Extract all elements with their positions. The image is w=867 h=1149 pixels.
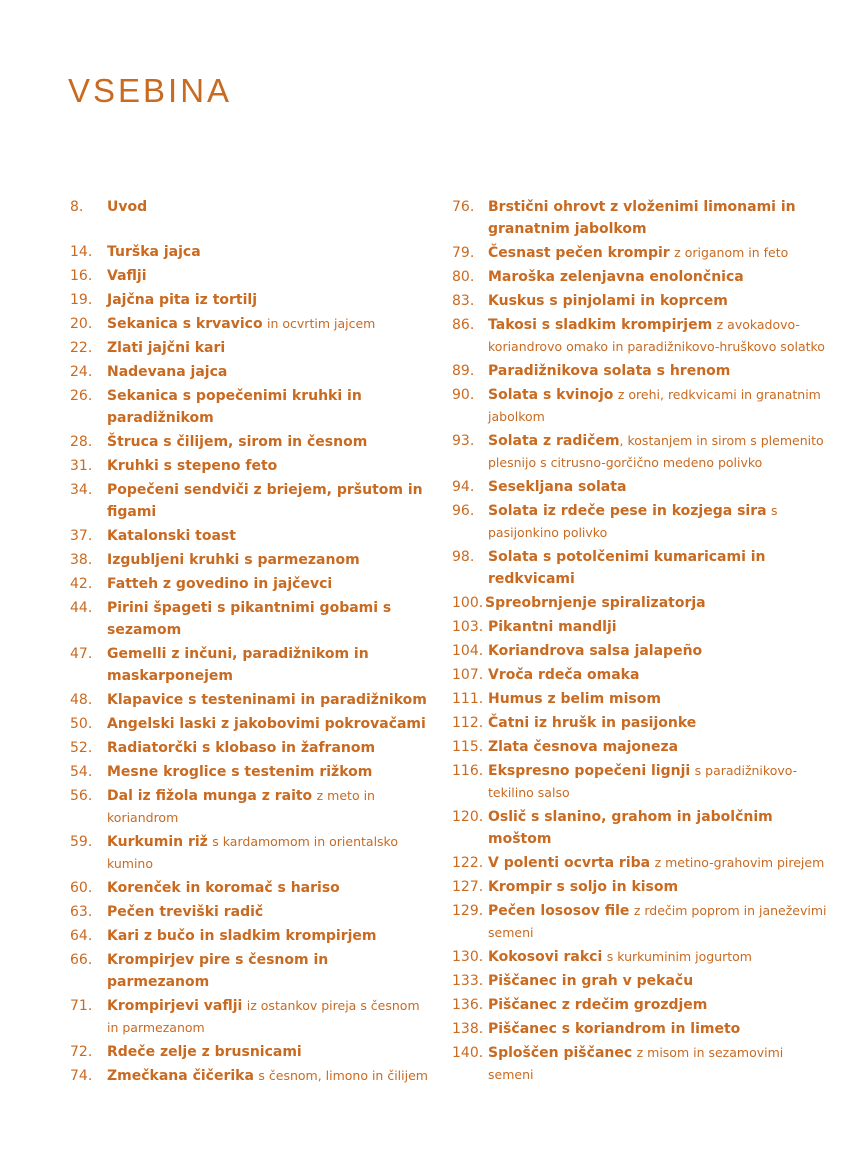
entry-title: Vaflji <box>107 268 147 284</box>
entry-title: V polenti ocvrta riba <box>488 855 651 871</box>
toc-entry[interactable] <box>70 877 430 899</box>
entry-subtitle: z meto in koriandrom <box>107 788 375 825</box>
entry-title: Takosi s sladkim krompirjem <box>488 317 713 333</box>
entry-subtitle: s kurkuminim jogurtom <box>606 949 752 964</box>
page-number: 14. <box>70 244 93 260</box>
page-number: 98. <box>452 549 475 565</box>
toc-entry[interactable] <box>452 196 832 240</box>
entry-title: Štruca s čilijem, sirom in česnom <box>107 434 368 450</box>
page-number: 90. <box>452 387 475 403</box>
page-number: 94. <box>452 479 475 495</box>
page-number: 19. <box>70 292 93 308</box>
toc-entry[interactable] <box>452 712 832 734</box>
entry-title: Rdeče zelje z brusnicami <box>107 1044 302 1060</box>
toc-entry[interactable] <box>70 925 430 947</box>
entry-title: Maroška zelenjavna enolončnica <box>488 269 744 285</box>
toc-entry[interactable] <box>70 431 430 453</box>
entry-subtitle: z orehi, redkvicami in granatnim jabolkom <box>488 387 821 424</box>
toc-entry[interactable] <box>452 852 832 874</box>
entry-title: Ekspresno popečeni lignji <box>488 763 691 779</box>
page-number: 111. <box>452 691 484 707</box>
toc-entry[interactable] <box>452 946 832 968</box>
toc-entry[interactable] <box>452 476 832 498</box>
entry-title: Spreobrnjenje spiralizatorja <box>485 595 706 611</box>
entry-title: Pikantni mandlji <box>488 619 617 635</box>
toc-entry[interactable] <box>70 337 430 359</box>
entry-title: Zmečkana čičerika <box>107 1068 254 1084</box>
entry-subtitle: z origanom in feto <box>674 245 789 260</box>
entry-title: Solata z radičem <box>488 433 620 449</box>
toc-entry[interactable] <box>452 1018 832 1040</box>
toc-entry[interactable] <box>452 760 832 804</box>
page-number: 76. <box>452 199 475 215</box>
toc-entry[interactable] <box>70 995 430 1039</box>
entry-title: Pečen treviški radič <box>107 904 264 920</box>
entry-subtitle: z rdečim poprom in janeževimi semeni <box>488 903 827 940</box>
page-number: 103. <box>452 619 484 635</box>
entry-title: Sekanica s popečenimi kruhki in paradižnikom <box>107 388 362 426</box>
toc-entry[interactable] <box>70 643 430 687</box>
page-number: 59. <box>70 834 93 850</box>
page-number: 93. <box>452 433 475 449</box>
toc-entry[interactable] <box>70 455 430 477</box>
toc-column-left <box>70 196 430 1089</box>
page-number: 116. <box>452 763 484 779</box>
entry-title: Humus z belim misom <box>488 691 661 707</box>
entry-title: Kokosovi rakci <box>488 949 603 965</box>
entry-title: Turška jajca <box>107 244 201 260</box>
toc-entry[interactable] <box>452 970 832 992</box>
entry-subtitle: s česnom, limono in čilijem <box>258 1068 428 1083</box>
toc-entry[interactable] <box>70 241 430 263</box>
toc-entry[interactable] <box>70 901 430 923</box>
entry-title: Zlata česnova majoneza <box>488 739 679 755</box>
entry-title: Sploščen piščanec <box>488 1045 633 1061</box>
toc-entry[interactable] <box>452 546 832 590</box>
entry-title: Sekanica s krvavico <box>107 316 263 332</box>
toc-entry[interactable] <box>452 616 832 638</box>
toc-entry[interactable] <box>70 265 430 287</box>
page-number: 86. <box>452 317 475 333</box>
toc-entry[interactable] <box>70 196 430 218</box>
toc-entry[interactable] <box>70 525 430 547</box>
toc-entry[interactable] <box>452 806 832 850</box>
toc-entry[interactable] <box>70 1065 430 1087</box>
entry-title: Oslič s slanino, grahom in jabolčnim moštom <box>488 809 773 847</box>
entry-title: Pečen lososov file <box>488 903 630 919</box>
entry-title: Piščanec s koriandrom in limeto <box>488 1021 741 1037</box>
page-number: 115. <box>452 739 484 755</box>
toc-entry[interactable] <box>452 266 832 288</box>
entry-title: Kruhki s stepeno feto <box>107 458 278 474</box>
page-number: 104. <box>452 643 484 659</box>
entry-title: Uvod <box>107 199 148 215</box>
page-number: 16. <box>70 268 93 284</box>
page-title: VSEBINA <box>68 72 233 109</box>
entry-title: Čatni iz hrušk in pasijonke <box>488 715 697 731</box>
entry-subtitle: z misom in sezamovimi semeni <box>488 1045 784 1082</box>
entry-title: Krompirjevi vaflji <box>107 998 243 1014</box>
page-number: 100. <box>452 595 484 611</box>
entry-title: Piščanec in grah v pekaču <box>488 973 694 989</box>
entry-title: Piščanec z rdečim grozdjem <box>488 997 708 1013</box>
page-number: 48. <box>70 692 93 708</box>
entry-title: Paradižnikova solata s hrenom <box>488 363 731 379</box>
page-number: 79. <box>452 245 475 261</box>
toc-entry[interactable] <box>452 640 832 662</box>
page-number: 22. <box>70 340 93 356</box>
entry-title: Solata iz rdeče pese in kozjega sira <box>488 503 767 519</box>
toc-entry[interactable] <box>452 736 832 758</box>
entry-title: Dal iz fižola munga z raito <box>107 788 313 804</box>
page-number: 107. <box>452 667 484 683</box>
page-number: 83. <box>452 293 475 309</box>
entry-title: Kurkumin riž <box>107 834 208 850</box>
toc-entry[interactable] <box>452 900 832 944</box>
page-number: 31. <box>70 458 93 474</box>
entry-title: Koriandrova salsa jalapeño <box>488 643 703 659</box>
page-number: 47. <box>70 646 93 662</box>
entry-title: Korenček in koromač s hariso <box>107 880 340 896</box>
page-number: 42. <box>70 576 93 592</box>
entry-title: Nadevana jajca <box>107 364 228 380</box>
toc-entry[interactable] <box>70 737 430 759</box>
page-number: 71. <box>70 998 93 1014</box>
toc-entry[interactable] <box>70 831 430 875</box>
entry-title: Sesekljana solata <box>488 479 627 495</box>
entry-subtitle: z metino-grahovim pirejem <box>654 855 825 870</box>
entry-title: Klapavice s testeninami in paradižnikom <box>107 692 427 708</box>
entry-subtitle: , kostanjem in sirom s plemenito plesnijo s citrusno-gorčično medeno polivko <box>488 433 824 470</box>
page-number: 66. <box>70 952 93 968</box>
toc-entry[interactable] <box>70 573 430 595</box>
toc-entry[interactable] <box>70 949 430 993</box>
toc-entry[interactable] <box>452 688 832 710</box>
toc-entry[interactable] <box>70 361 430 383</box>
entry-title: Vroča rdeča omaka <box>488 667 640 683</box>
page-number: 80. <box>452 269 475 285</box>
page-number: 26. <box>70 388 93 404</box>
entry-title: Fatteh z govedino in jajčevci <box>107 576 333 592</box>
page-number: 50. <box>70 716 93 732</box>
entry-subtitle: iz ostankov pireja s česnom in parmezanom <box>107 998 420 1035</box>
page-number: 38. <box>70 552 93 568</box>
toc-entry[interactable] <box>70 785 430 829</box>
entry-title: Česnast pečen krompir <box>488 245 670 261</box>
page-number: 89. <box>452 363 475 379</box>
page-number: 130. <box>452 949 484 965</box>
entry-subtitle: s kardamomom in orientalsko kumino <box>107 834 399 871</box>
entry-title: Izgubljeni kruhki s parmezanom <box>107 552 360 568</box>
toc-entry[interactable] <box>70 761 430 783</box>
entry-title: Solata s potolčenimi kumaricami in redkvicami <box>488 549 766 587</box>
page-number: 122. <box>452 855 484 871</box>
entry-title: Kuskus s pinjolami in koprcem <box>488 293 728 309</box>
entry-subtitle: s pasijonkino polivko <box>488 503 778 540</box>
toc-entry[interactable] <box>70 289 430 311</box>
page-number: 37. <box>70 528 93 544</box>
page-number: 64. <box>70 928 93 944</box>
entry-subtitle: s paradižnikovo-tekilino salso <box>488 763 798 800</box>
toc-entry[interactable] <box>452 500 832 544</box>
page-number: 28. <box>70 434 93 450</box>
page-number: 136. <box>452 997 484 1013</box>
toc-entry[interactable] <box>452 592 832 614</box>
entry-title: Krompirjev pire s česnom in parmezanom <box>107 952 329 990</box>
toc-entry[interactable] <box>70 1041 430 1063</box>
page-number: 8. <box>70 199 84 215</box>
entry-title: Angelski laski z jakobovimi pokrovačami <box>107 716 426 732</box>
page-number: 52. <box>70 740 93 756</box>
page-number: 56. <box>70 788 93 804</box>
toc-entry[interactable] <box>70 713 430 735</box>
toc-entry[interactable] <box>452 876 832 898</box>
entry-subtitle: z avokadovo-koriandrovo omako in paradižnikovo-hruškovo solatko <box>488 317 825 354</box>
toc-entry[interactable] <box>452 384 832 428</box>
page-number: 133. <box>452 973 484 989</box>
toc-entry[interactable] <box>452 242 832 264</box>
entry-title: Gemelli z inčuni, paradižnikom in maskarponejem <box>107 646 369 684</box>
toc-entry[interactable] <box>452 994 832 1016</box>
page-number: 120. <box>452 809 484 825</box>
toc-entry[interactable] <box>452 360 832 382</box>
page-number: 96. <box>452 503 475 519</box>
entry-title: Popečeni sendviči z briejem, pršutom in figami <box>107 482 423 520</box>
toc-entry[interactable] <box>452 290 832 312</box>
entry-title: Jajčna pita iz tortilj <box>107 292 258 308</box>
page-number: 138. <box>452 1021 484 1037</box>
toc-entry[interactable] <box>452 664 832 686</box>
page-number: 127. <box>452 879 484 895</box>
toc-entry[interactable] <box>70 689 430 711</box>
page-number: 140. <box>452 1045 484 1061</box>
toc-entry[interactable] <box>70 385 430 429</box>
page-number: 34. <box>70 482 93 498</box>
toc-entry[interactable] <box>452 430 832 474</box>
entry-title: Solata s kvinojo <box>488 387 614 403</box>
toc-column-right <box>452 196 832 1088</box>
page-number: 72. <box>70 1044 93 1060</box>
page-number: 20. <box>70 316 93 332</box>
entry-title: Katalonski toast <box>107 528 236 544</box>
page-number: 60. <box>70 880 93 896</box>
page-number: 112. <box>452 715 484 731</box>
toc-entry[interactable] <box>70 313 430 335</box>
page-number: 54. <box>70 764 93 780</box>
entry-title: Radiatorčki s klobaso in žafranom <box>107 740 376 756</box>
toc-entry[interactable] <box>452 1042 832 1086</box>
page-number: 129. <box>452 903 484 919</box>
toc-entry[interactable] <box>70 549 430 571</box>
page-number: 74. <box>70 1068 93 1084</box>
page-number: 24. <box>70 364 93 380</box>
entry-title: Brstični ohrovt z vloženimi limonami in granatnim jabolkom <box>488 199 796 237</box>
entry-subtitle: in ocvrtim jajcem <box>267 316 376 331</box>
entry-title: Zlati jajčni kari <box>107 340 226 356</box>
toc-entry[interactable] <box>70 479 430 523</box>
entry-title: Mesne kroglice s testenim rižkom <box>107 764 373 780</box>
toc-entry[interactable] <box>70 597 430 641</box>
toc-entry[interactable] <box>452 314 832 358</box>
entry-title: Kari z bučo in sladkim krompirjem <box>107 928 377 944</box>
entry-title: Pirini špageti s pikantnimi gobami s sezamom <box>107 600 392 638</box>
page-number: 44. <box>70 600 93 616</box>
page-number: 63. <box>70 904 93 920</box>
entry-title: Krompir s soljo in kisom <box>488 879 679 895</box>
